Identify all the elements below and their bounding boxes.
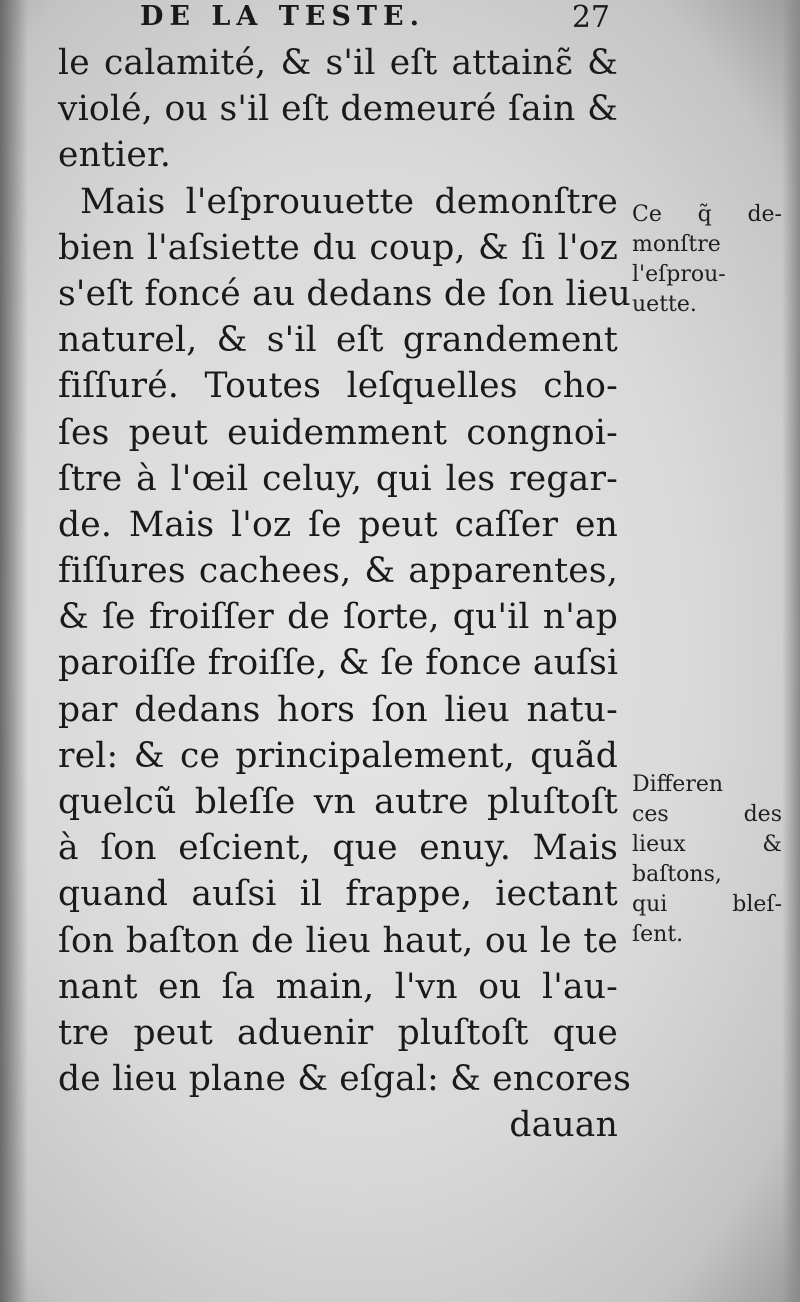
text-line: nant en ſa main, l'vn ou l'au- <box>58 966 618 1007</box>
margin-note-line: lieux & <box>632 832 782 857</box>
margin-note <box>632 770 782 950</box>
margin-note-line: uette. <box>632 292 697 317</box>
text-line: rel: & ce principalement, quãd <box>58 735 618 776</box>
margin-note-line: Differen <box>632 772 724 797</box>
text-line: de. Mais l'oz ſe peut caſſer en <box>58 504 618 545</box>
text-line: le calamité, & s'il eſt attainɛ̃ & <box>58 43 618 83</box>
text-line: violé, ou s'il eſt demeuré ſain & <box>58 89 618 130</box>
text-line: fiſſuré. Toutes leſquelles cho- <box>58 366 618 407</box>
text-line: naturel, & s'il eſt grandement <box>58 320 618 361</box>
text-line: bien l'aſsiette du coup, & ſi l'oz <box>58 227 618 268</box>
margin-note-line: l'eſprou- <box>632 262 726 287</box>
running-head <box>140 0 610 36</box>
text-line: ſtre à l'œil celuy, qui les regar- <box>58 458 618 499</box>
margin-note-line: qui bleſ- <box>632 892 782 917</box>
text-line: entier. <box>58 135 172 176</box>
margin-note-line: monſtre <box>632 232 721 257</box>
body-text <box>58 40 631 1149</box>
text-line: quelcũ bleſſe vn autre pluſtoſt <box>58 782 618 822</box>
text-line: par dedans hors ſon lieu natu- <box>58 689 618 730</box>
text-line: ſon baſton de lieu haut, ou le te <box>58 920 618 961</box>
catchword: dauan <box>509 1105 618 1146</box>
text-line: paroiſſe froiſſe, & ſe fonce auſsi <box>58 643 619 684</box>
text-line: de lieu plane & eſgal: & encores <box>58 1059 631 1100</box>
margin-note-line: baſtons, <box>632 862 722 887</box>
text-line: s'eſt foncé au dedans de ſon lieu <box>58 273 631 314</box>
text-line: tre peut aduenir pluſtoſt que <box>58 1012 618 1053</box>
page-edge-shadow <box>782 0 800 1302</box>
margin-note-line: ces des <box>632 802 782 827</box>
page-number: 27 <box>571 0 610 35</box>
margin-note <box>632 200 782 320</box>
text-line: quand auſsi il frappe, iectant <box>58 874 618 915</box>
text-line: ſes peut euidemment congnoi- <box>58 412 618 453</box>
running-title: DE LA TESTE. <box>140 1 425 32</box>
page-gutter-shadow <box>0 0 28 1302</box>
text-line: Mais l'eſprouuette demonſtre <box>80 181 618 222</box>
text-line: & ſe froiſſer de ſorte, qu'il n'ap <box>58 597 618 638</box>
text-line: à ſon eſcient, que enuy. Mais <box>58 828 618 869</box>
text-line: fiſſures cachees, & apparentes, <box>58 551 618 592</box>
margin-note-line: Ce q̃ de- <box>632 202 782 227</box>
margin-note-line: ſent. <box>632 922 684 947</box>
